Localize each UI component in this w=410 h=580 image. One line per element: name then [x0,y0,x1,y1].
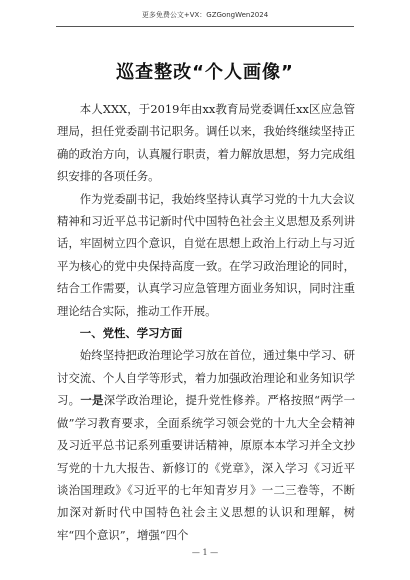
paragraph-study-text: 始终坚持把政治理论学习放在首位，通过集中学习、研讨交流、个人自学等形式，着力加强政治理论和业务知识学习。 [57,348,355,408]
page-header: 更多免费公文+VX：GZGongWen2024 [141,11,269,19]
document-title: 巡查整改“个人画像” [116,62,294,83]
paragraph-study-emphasis: 一是 [80,393,104,408]
paragraph-study-text-continued: 深学政治理论，提升党性修养。严格按照“两学一做”学习教育要求，全面系统学习领会党的十九大全会精神及习近平总书记系列重要讲话精神，原原本本学习并全文抄写党的十九大报告、新修订的《党章》，深入学习《习近平谈治国理政》《习近平的七年知青岁月》一二三卷等，不断加深对新时代中国特色社会主义思想的认识和理解，树牢“四个意识”，增强“四个 [57,393,355,542]
paragraph-intro: 本人XXX，于2019年由xx教育局党委调任xx区应急管理局，担任党委副书记职务。调任以来，我始终继续坚持正确的政治方向，认真履行职责，着力解放思想，努力完成组织安排的各项任务。 [57,102,355,184]
paragraph-study [57,344,355,546]
page-number: — 1 — [191,548,219,557]
paragraph-role: 作为党委副书记，我始终坚持认真学习党的十九大会议精神和习近平总书记新时代中国特色社会主义思想及系列讲话，牢固树立四个意识，自觉在思想上政治上行动上与习近平为核心的党中央保持高度一致。在学习政治理论的同时，结合工作需要，认真学习应急管理方面业务知识，同时注重理论结合实际，推动工作开展。 [57,191,355,318]
section-heading: 一、党性、学习方面 [79,326,183,341]
header-divider [56,26,354,27]
document-body [57,98,355,546]
